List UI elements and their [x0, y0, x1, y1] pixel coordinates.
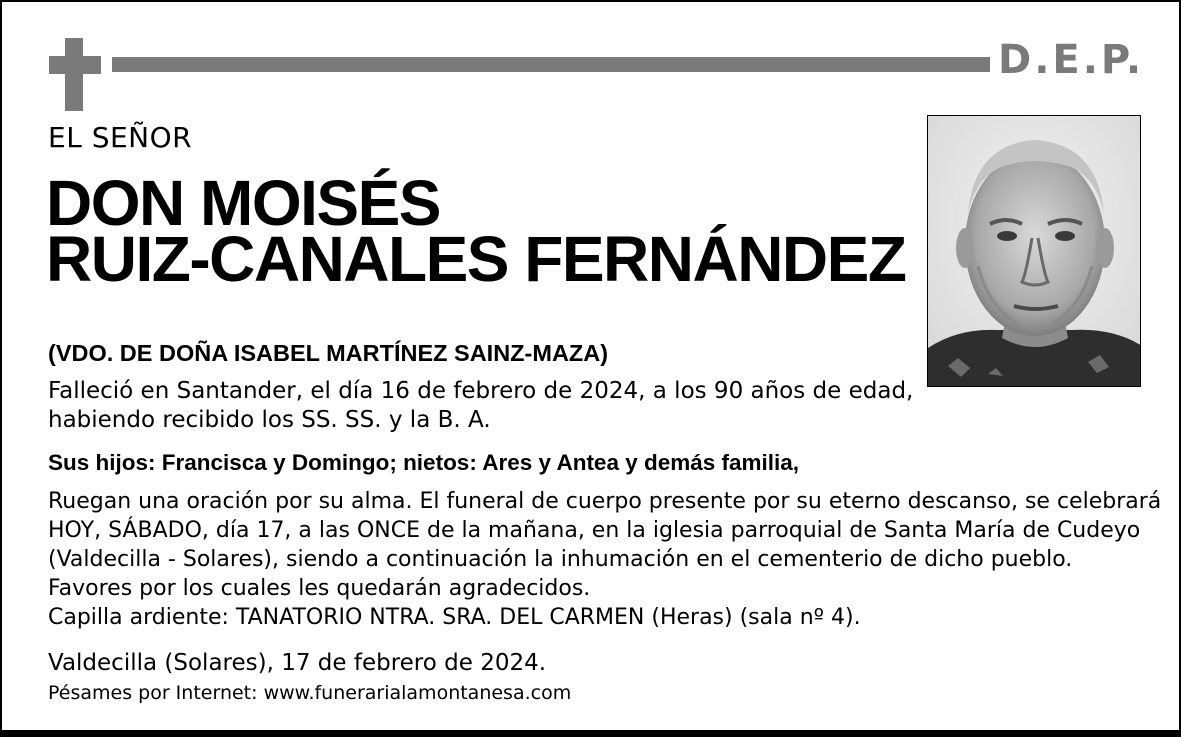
header-rule — [112, 57, 990, 72]
dep-label: D.E.P. — [998, 37, 1145, 83]
funeral-line: HOY, SÁBADO, día 17, a las ONCE de la mañana, en la iglesia parroquial de Santa María de Cudeyo — [48, 518, 1141, 543]
intro-text: EL SEÑOR — [48, 121, 193, 154]
death-paragraph — [48, 377, 913, 435]
portrait-image — [928, 116, 1141, 387]
cross-icon-bar — [49, 56, 101, 74]
deceased-name-line2: RUIZ-CANALES FERNÁNDEZ — [46, 223, 906, 295]
funeral-line: Capilla ardiente: TANATORIO NTRA. SRA. DEL CARMEN (Heras) (sala nº 4). — [48, 605, 861, 630]
widow-of-text: (VDO. DE DOÑA ISABEL MARTÍNEZ SAINZ-MAZA) — [48, 340, 609, 366]
funeral-line: Ruegan una oración por su alma. El funeral de cuerpo presente por su eterno descanso, se celebrará — [48, 489, 1162, 514]
cross-icon — [65, 38, 83, 111]
portrait-photo — [927, 115, 1141, 387]
place-date-text: Valdecilla (Solares), 17 de febrero de 2024. — [48, 650, 547, 676]
funeral-paragraph — [48, 487, 1161, 632]
funeral-line: (Valdecilla - Solares), siendo a continuación la inhumación en el cementerio de dicho pueblo. — [48, 547, 1073, 572]
death-line: Falleció en Santander, el día 16 de febrero de 2024, a los 90 años de edad, — [48, 378, 914, 404]
condolences-web-text: Pésames por Internet: www.funerarialamontanesa.com — [48, 682, 572, 704]
deceased-name-line1: DON MOISÉS — [46, 167, 440, 239]
death-line: habiendo recibido los SS. SS. y la B. A. — [48, 407, 491, 433]
funeral-line: Favores por los cuales les quedarán agradecidos. — [48, 576, 591, 601]
family-text: Sus hijos: Francisca y Domingo; nietos: Ares y Antea y demás familia, — [48, 450, 800, 475]
